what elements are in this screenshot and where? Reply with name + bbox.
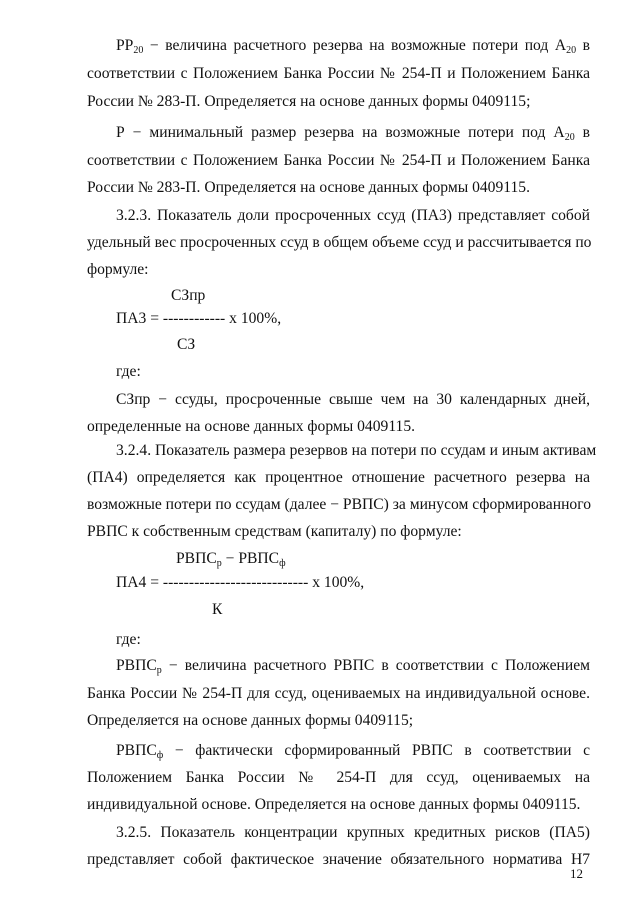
text-line: 3.2.4. Показатель размера резервов на потери по ссудам и иным активам [116, 442, 597, 459]
text-line: возможные потери по ссудам (далее − РВПС) за минусом сформированного [87, 496, 592, 513]
text-line: Банка России № 254-П для ссуд, оцениваемых на индивидуальной основе. [87, 685, 590, 702]
page-number: 12 [570, 866, 583, 881]
text-line: индивидуальной основе. Определяется на основе данных формы 0409115. [87, 796, 581, 813]
text-line: России № 283-П. Определяется на основе данных формы 0409115; [87, 93, 531, 110]
text-line: России № 283-П. Определяется на основе данных формы 0409115. [87, 179, 530, 196]
text-line: Определяется на основе данных формы 0409115; [87, 712, 414, 729]
text-line: соответствии с Положением Банка России № 254-П и Положением Банка [87, 65, 590, 82]
text-line: 3.2.5. Показатель концентрации крупных кредитных рисков (ПА5) [116, 824, 590, 841]
formula-pa4: ПА4 = ---------------------------- х 100%, [116, 574, 365, 591]
text-line: Положением Банка России № 254-П для ссуд, оцениваемых на [87, 769, 590, 786]
where-label: где: [116, 631, 141, 648]
text-line: определенные на основе данных формы 0409115. [87, 418, 416, 435]
text-line: $РВПС_р$ − величина расчетного РВПС в соответствии с Положением [116, 657, 590, 676]
where-label: где: [116, 363, 141, 380]
text-line: $РВПС_ф$ − фактически сформированный РВПС в соответствии с [116, 742, 590, 761]
text-line: РВПС к собственным средствам (капиталу) по формуле: [87, 523, 462, 540]
formula-pa4-denominator: К [212, 601, 223, 618]
text-line: формуле: [87, 261, 149, 278]
text-line: 3.2.3. Показатель доли просроченных ссуд (ПА3) представляет собой [116, 207, 590, 224]
text-line: удельный вес просроченных ссуд в общем объеме ссуд и рассчитывается по [87, 234, 592, 251]
text-line: $РР_{20}$ − величина расчетного резерва на возможные потери под $А_{20}$ в [116, 37, 590, 56]
formula-pa4-numerator: $РВПС_р$ − $РВПС_ф$ [176, 550, 286, 569]
formula-pa3: ПА3 = ------------ х 100%, [116, 310, 282, 327]
text-line: СЗпр − ссуды, просроченные свыше чем на 30 календарных дней, [116, 391, 590, 408]
formula-pa3-denominator: СЗ [177, 336, 196, 353]
text-line: представляет собой фактическое значение обязательного норматива Н7 [87, 851, 590, 868]
text-line: (ПА4) определяется как процентное отношение расчетного резерва на [87, 469, 590, 486]
text-line: соответствии с Положением Банка России № 254-П и Положением Банка [87, 152, 590, 169]
formula-pa3-numerator: СЗпр [171, 287, 206, 304]
text-line: Р − минимальный размер резерва на возможные потери под $А_{20}$ в [116, 124, 591, 143]
